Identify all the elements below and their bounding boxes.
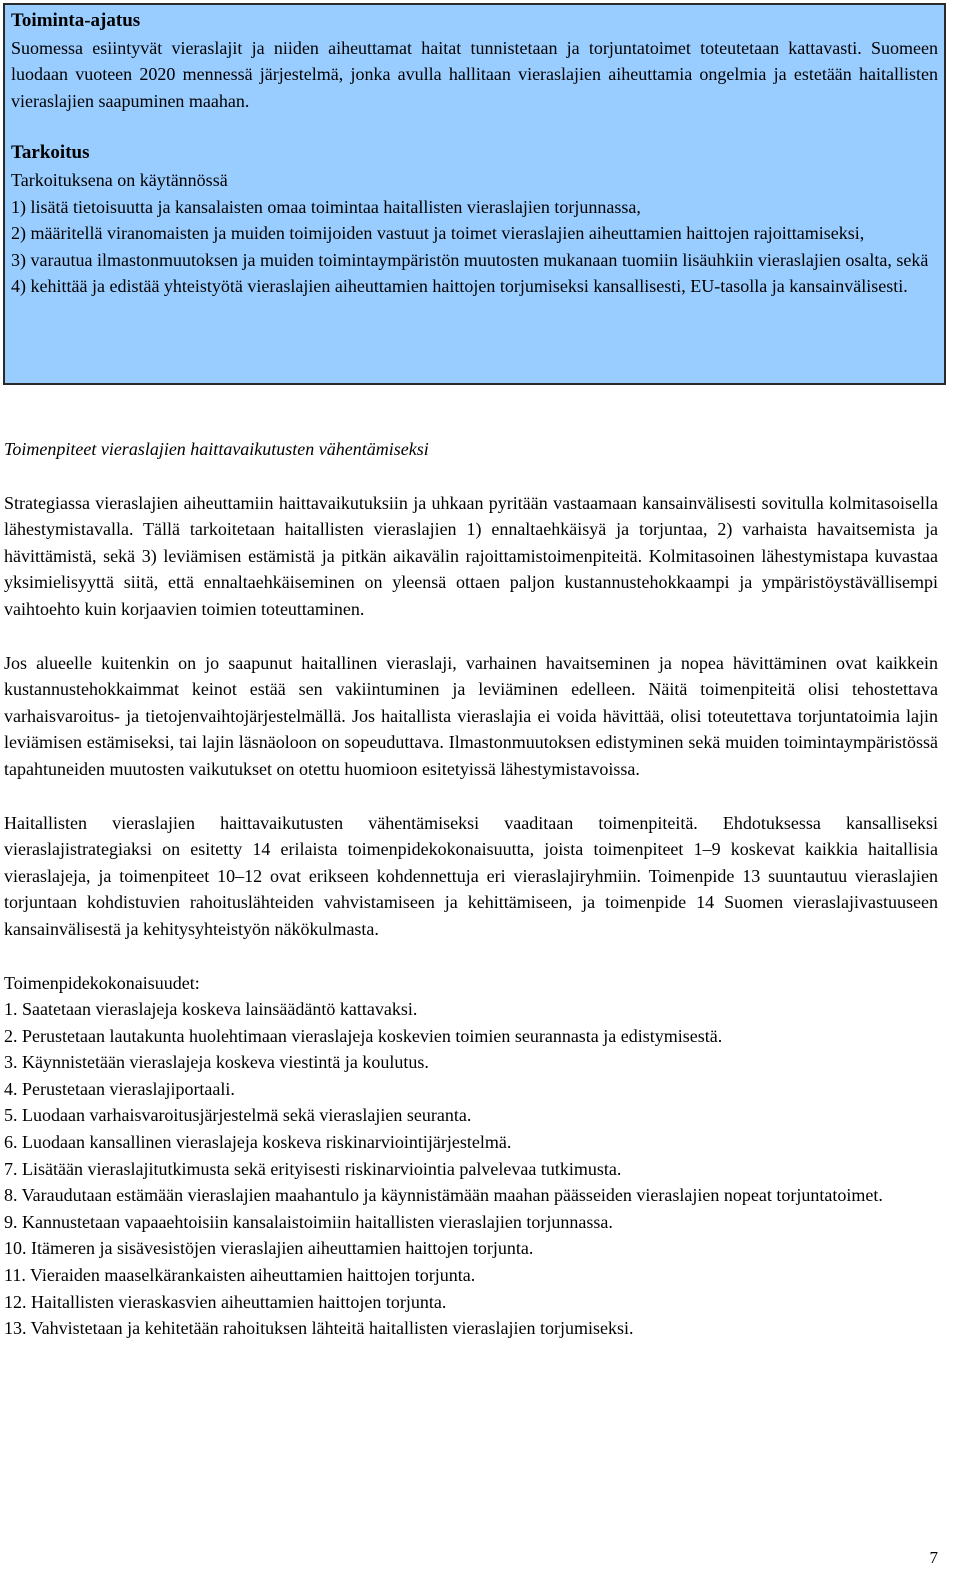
list-item: 5. Luodaan varhaisvaroitusjärjestelmä sekä vieraslajien seuranta.: [4, 1105, 472, 1126]
list-item: 13. Vahvistetaan ja kehitetään rahoituksen lähteitä haitallisten vieraslajien torjumiseksi.: [4, 1318, 634, 1339]
main-content: [4, 436, 938, 1342]
list-item: 6. Luodaan kansallinen vieraslajeja koskeva riskinarviointijärjestelmä.: [4, 1132, 512, 1153]
mission-box: [3, 3, 946, 385]
page-number: 7: [929, 1548, 938, 1567]
mission-text: Suomessa esiintyvät vieraslajit ja niiden aiheuttamat haitat tunnistetaan ja torjuntatoimet toteutetaan kattavasti. Suomeen luodaan vuoteen 2020 mennessä järjestelmä, jonka avulla hallitaan vieraslajien aiheuttamia ongelmia ja estetään haitallisten vieraslajien saapuminen maahan.: [11, 37, 938, 111]
purpose-item: 1) lisätä tietoisuutta ja kansalaisten omaa toimintaa haitallisten vieraslajien torjunnassa,: [11, 196, 641, 217]
purpose-intro: Tarkoituksena on käytännössä: [11, 169, 228, 190]
purpose-item: 3) varautua ilmastonmuutoksen ja muiden toimintaympäristön muutosten mukanaan tuomiin lisäuhkiin vieraslajien osalta, sekä: [11, 249, 929, 270]
mission-heading: Toiminta-ajatus: [11, 10, 141, 31]
list-item: 8. Varaudutaan estämään vieraslajien maahantulo ja käynnistämään maahan päässeiden vieraslajien nopeat torjuntatoimet.: [4, 1185, 883, 1206]
paragraph: Jos alueelle kuitenkin on jo saapunut haitallinen vieraslaji, varhainen havaitseminen ja nopea hävittäminen ovat kaikkein kustannustehokkaimmat keinot estää sen vakiintuminen ja leviäminen edelleen. Näitä toimenpiteitä olisi tehostettava varhaisvaroitus- ja tietojenvaihtojärjestelmällä. Jos haitallista vieraslajia ei voida hävittää, olisi toteutettava torjuntatoimia lajin leviämisen estämiseksi, tai lajin läsnäoloon on sopeuduttava. Ilmastonmuutoksen edistyminen sekä muiden toimintaympäristössä tapahtuneiden muutosten vaikutukset on otettu huomioon esitetyissä lähestymistavoissa.: [4, 652, 938, 779]
paragraph: Haitallisten vieraslajien haittavaikutusten vähentämiseksi vaaditaan toimenpiteitä. Ehdotuksessa kansalliseksi vieraslajistrategiaksi on esitetty 14 erilaista toimenpidekokonaisuutta, joista toimenpiteet 1–9 koskevat kaikkia haitallisia vieraslajeja, ja toimenpiteet 10–12 ovat erikseen kohdennettuja eri vieraslajiryhmiin. Toimenpide 13 suuntautuu vieraslajien torjuntaan kohdistuvien rahoituslähteiden vahvistamiseen ja kehittämiseen, ja toimenpide 14 Suomen vieraslajivastuuseen kansainvälisestä ja kehitysyhteistyön näkökulmasta.: [4, 812, 938, 939]
list-item: 12. Haitallisten vieraskasvien aiheuttamien haittojen torjunta.: [4, 1291, 447, 1312]
list-item: 2. Perustetaan lautakunta huolehtimaan vieraslajeja koskevien toimien seurannasta ja edistymisestä.: [4, 1025, 723, 1046]
purpose-item: 4) kehittää ja edistää yhteistyötä vieraslajien aiheuttamien haittojen torjumiseksi kansallisesti, EU-tasolla ja kansainvälisesti.: [11, 276, 908, 297]
list-title: Toimenpidekokonaisuudet:: [4, 972, 200, 993]
measures-list: [4, 996, 938, 1342]
section-title: Toimenpiteet vieraslajien haittavaikutusten vähentämiseksi: [4, 439, 429, 459]
list-item: 1. Saatetaan vieraslajeja koskeva lainsäädäntö kattavaksi.: [4, 999, 418, 1020]
list-item: 11. Vieraiden maaselkärankaisten aiheuttamien haittojen torjunta.: [4, 1265, 476, 1286]
list-item: 3. Käynnistetään vieraslajeja koskeva viestintä ja koulutus.: [4, 1052, 429, 1073]
purpose-item: 2) määritellä viranomaisten ja muiden toimijoiden vastuut ja toimet vieraslajien aiheuttamien haittojen rajoittamiseksi,: [11, 223, 865, 244]
list-item: 9. Kannustetaan vapaaehtoisiin kansalaistoimiin haitallisten vieraslajien torjunnassa.: [4, 1211, 613, 1232]
list-item: 10. Itämeren ja sisävesistöjen vieraslajien aiheuttamien haittojen torjunta.: [4, 1238, 534, 1259]
list-item: 7. Lisätään vieraslajitutkimusta sekä erityisesti riskinarviointia palvelevaa tutkimusta.: [4, 1158, 622, 1179]
purpose-heading: Tarkoitus: [11, 142, 90, 164]
list-item: 4. Perustetaan vieraslajiportaali.: [4, 1078, 235, 1099]
paragraph: Strategiassa vieraslajien aiheuttamiin haittavaikutuksiin ja uhkaan pyritään vastaamaan kansainvälisesti sovitulla kolmitasoisella lähestymistavalla. Tällä tarkoitetaan haitallisten vieraslajien 1) ennaltaehkäisyä ja torjuntaa, 2) varhaista havaitsemista ja hävittämistä, sekä 3) leviämisen estämistä ja pitkän aikavälin rajoittamistoimenpiteitä. Kolmitasoinen lähestymistapa kuvastaa yksimielisyyttä siitä, että ennaltaehkäiseminen on yleensä ottaen paljon kustannustehokkaampi ja ympäristöystävällisempi vaihtoehto kuin korjaavien toimien toteuttaminen.: [4, 492, 938, 619]
